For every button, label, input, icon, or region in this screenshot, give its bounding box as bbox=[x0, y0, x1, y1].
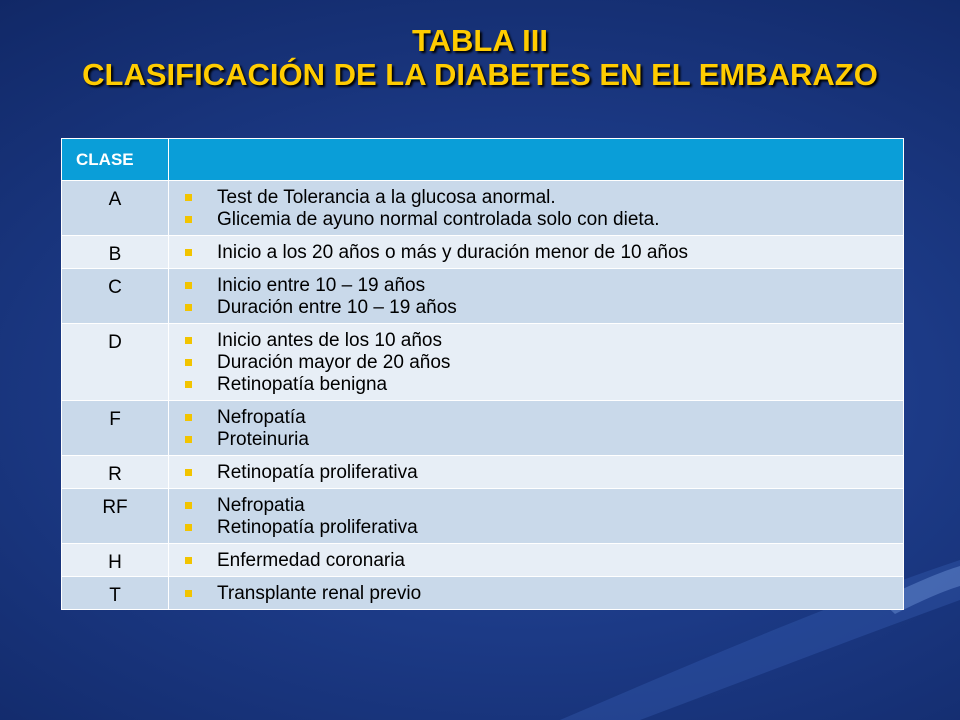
table-row bbox=[62, 489, 904, 544]
description-cell bbox=[169, 181, 904, 236]
classification-table bbox=[61, 138, 904, 610]
class-cell: A bbox=[62, 181, 169, 236]
list-item bbox=[183, 374, 895, 396]
square-bullet-icon bbox=[185, 414, 192, 421]
list-item bbox=[183, 462, 895, 484]
class-cell: F bbox=[62, 401, 169, 456]
list-item-text: Test de Tolerancia a la glucosa anormal. bbox=[217, 187, 556, 208]
description-cell bbox=[169, 544, 904, 577]
table-row bbox=[62, 181, 904, 236]
title-line-2: CLASIFICACIÓN DE LA DIABETES EN EL EMBARAZO bbox=[82, 57, 878, 92]
list-item bbox=[183, 495, 895, 517]
description-cell bbox=[169, 401, 904, 456]
header-clase: CLASE bbox=[62, 139, 169, 181]
table-row bbox=[62, 577, 904, 610]
square-bullet-icon bbox=[185, 381, 192, 388]
criteria-list bbox=[183, 583, 895, 605]
table-body bbox=[62, 181, 904, 610]
table-row bbox=[62, 456, 904, 489]
square-bullet-icon bbox=[185, 436, 192, 443]
square-bullet-icon bbox=[185, 524, 192, 531]
list-item-text: Duración mayor de 20 años bbox=[217, 352, 451, 373]
criteria-list bbox=[183, 462, 895, 484]
list-item-text: Proteinuria bbox=[217, 429, 309, 450]
list-item-text: Nefropatia bbox=[217, 495, 305, 516]
list-item-text: Inicio entre 10 – 19 años bbox=[217, 275, 426, 296]
class-cell: B bbox=[62, 236, 169, 269]
class-cell: RF bbox=[62, 489, 169, 544]
title-line-1: TABLA III bbox=[411, 23, 549, 58]
square-bullet-icon bbox=[185, 282, 192, 289]
description-cell bbox=[169, 577, 904, 610]
class-cell: C bbox=[62, 269, 169, 324]
list-item bbox=[183, 330, 895, 352]
table-row bbox=[62, 401, 904, 456]
list-item bbox=[183, 352, 895, 374]
list-item bbox=[183, 517, 895, 539]
class-cell: T bbox=[62, 577, 169, 610]
list-item-text: Transplante renal previo bbox=[217, 583, 422, 604]
list-item bbox=[183, 550, 895, 572]
classification-table-container bbox=[61, 138, 903, 610]
square-bullet-icon bbox=[185, 337, 192, 344]
criteria-list bbox=[183, 187, 895, 231]
criteria-list bbox=[183, 550, 895, 572]
square-bullet-icon bbox=[185, 502, 192, 509]
slide-title bbox=[0, 24, 960, 92]
table-row bbox=[62, 544, 904, 577]
list-item bbox=[183, 429, 895, 451]
description-cell bbox=[169, 456, 904, 489]
criteria-list bbox=[183, 330, 895, 396]
class-cell: D bbox=[62, 324, 169, 401]
square-bullet-icon bbox=[185, 469, 192, 476]
list-item bbox=[183, 407, 895, 429]
list-item bbox=[183, 583, 895, 605]
criteria-list bbox=[183, 275, 895, 319]
list-item bbox=[183, 275, 895, 297]
square-bullet-icon bbox=[185, 304, 192, 311]
list-item-text: Glicemia de ayuno normal controlada solo con dieta. bbox=[217, 209, 660, 230]
square-bullet-icon bbox=[185, 590, 192, 597]
description-cell bbox=[169, 269, 904, 324]
square-bullet-icon bbox=[185, 194, 192, 201]
description-cell bbox=[169, 324, 904, 401]
table-row bbox=[62, 324, 904, 401]
square-bullet-icon bbox=[185, 359, 192, 366]
class-cell: R bbox=[62, 456, 169, 489]
list-item-text: Retinopatía benigna bbox=[217, 374, 388, 395]
list-item bbox=[183, 187, 895, 209]
table-header-row bbox=[62, 139, 904, 181]
list-item bbox=[183, 242, 895, 264]
list-item-text: Retinopatía proliferativa bbox=[217, 517, 418, 538]
class-cell: H bbox=[62, 544, 169, 577]
list-item-text: Inicio a los 20 años o más y duración menor de 10 años bbox=[217, 242, 689, 263]
description-cell bbox=[169, 489, 904, 544]
square-bullet-icon bbox=[185, 557, 192, 564]
list-item-text: Duración entre 10 – 19 años bbox=[217, 297, 457, 318]
description-cell bbox=[169, 236, 904, 269]
list-item-text: Inicio antes de los 10 años bbox=[217, 330, 442, 351]
square-bullet-icon bbox=[185, 216, 192, 223]
table-row bbox=[62, 269, 904, 324]
square-bullet-icon bbox=[185, 249, 192, 256]
header-description bbox=[169, 139, 904, 181]
criteria-list bbox=[183, 407, 895, 451]
criteria-list bbox=[183, 495, 895, 539]
list-item bbox=[183, 209, 895, 231]
list-item-text: Nefropatía bbox=[217, 407, 306, 428]
table-row bbox=[62, 236, 904, 269]
list-item-text: Enfermedad coronaria bbox=[217, 550, 405, 571]
criteria-list bbox=[183, 242, 895, 264]
list-item-text: Retinopatía proliferativa bbox=[217, 462, 418, 483]
list-item bbox=[183, 297, 895, 319]
